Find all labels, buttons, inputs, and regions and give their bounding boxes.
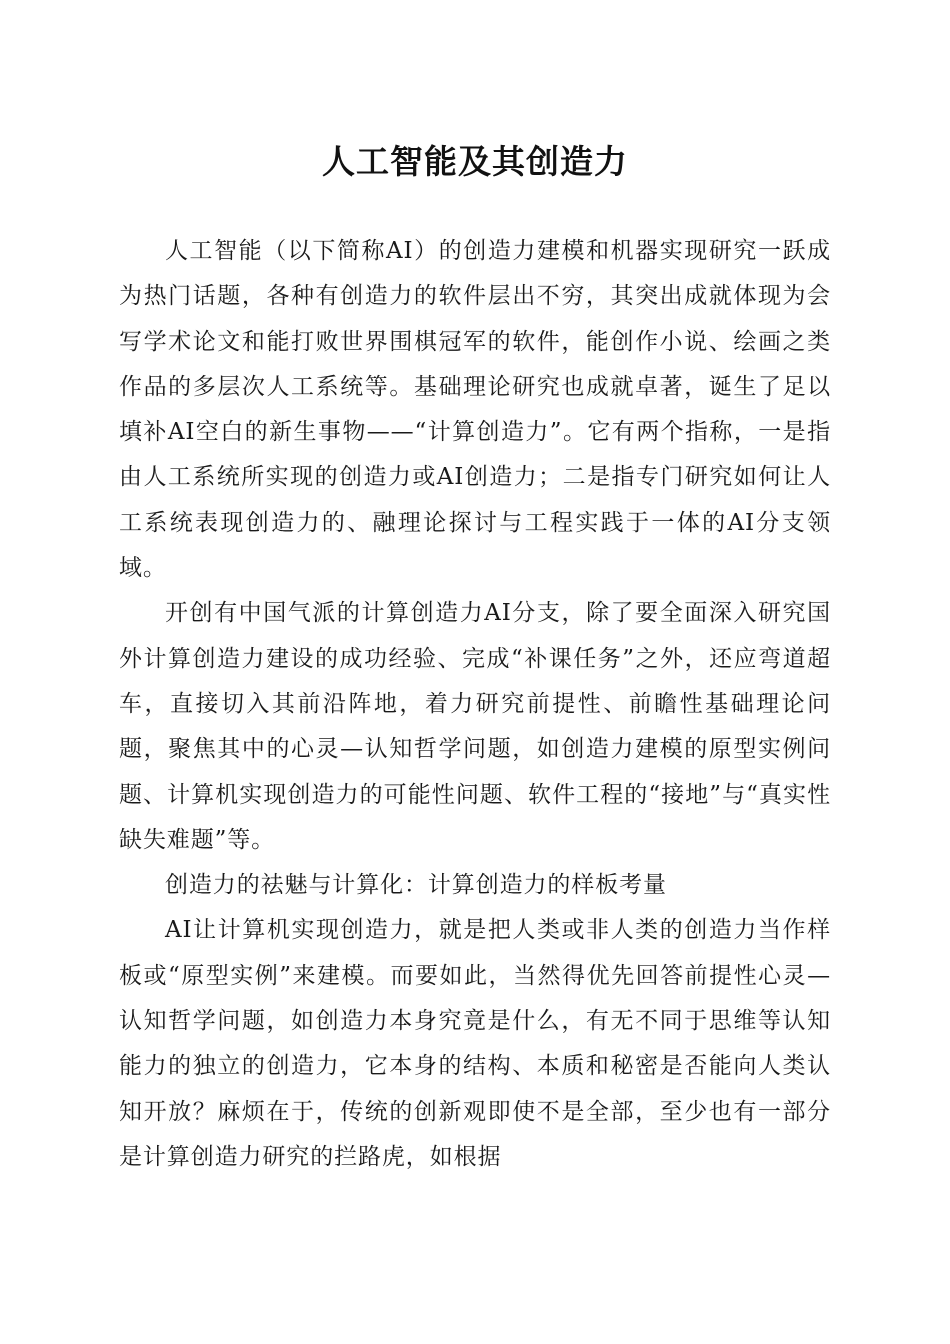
document-body <box>119 229 831 1180</box>
document-title: 人工智能及其创造力 <box>322 142 628 181</box>
paragraph-3: AI让计算机实现创造力，就是把人类或非人类的创造力当作样板或“原型实例”来建模。而要如此，当然得优先回答前提性心灵—认知哲学问题，如创造力本身究竟是什么，有无不同于思维等认知能力的独立的创造力，它本身的结构、本质和秘密是否能向人类认知开放？麻烦在于，传统的创新观即使不是全部，至少也有一部分是计算创造力研究的拦路虎，如根据 <box>119 917 831 1170</box>
paragraph-2: 开创有中国气派的计算创造力AI分支，除了要全面深入研究国外计算创造力建设的成功经验、完成“补课任务”之外，还应弯道超车，直接切入其前沿阵地，着力研究前提性、前瞻性基础理论问题，聚焦其中的心灵—认知哲学问题，如创造力建模的原型实例问题、计算机实现创造力的可能性问题、软件工程的“接地”与“真实性缺失难题”等。 <box>119 600 831 853</box>
paragraph-1: 人工智能（以下简称AI）的创造力建模和机器实现研究一跃成为热门话题，各种有创造力的软件层出不穷，其突出成就体现为会写学术论文和能打败世界围棋冠军的软件，能创作小说、绘画之类作品的多层次人工系统等。基础理论研究也成就卓著，诞生了足以填补AI空白的新生事物——“计算创造力”。它有两个指称，一是指由人工系统所实现的创造力或AI创造力；二是指专门研究如何让人工系统表现创造力的、融理论探讨与工程实践于一体的AI分支领域。 <box>119 238 831 582</box>
section-subheading: 创造力的祛魅与计算化：计算创造力的样板考量 <box>165 872 667 899</box>
